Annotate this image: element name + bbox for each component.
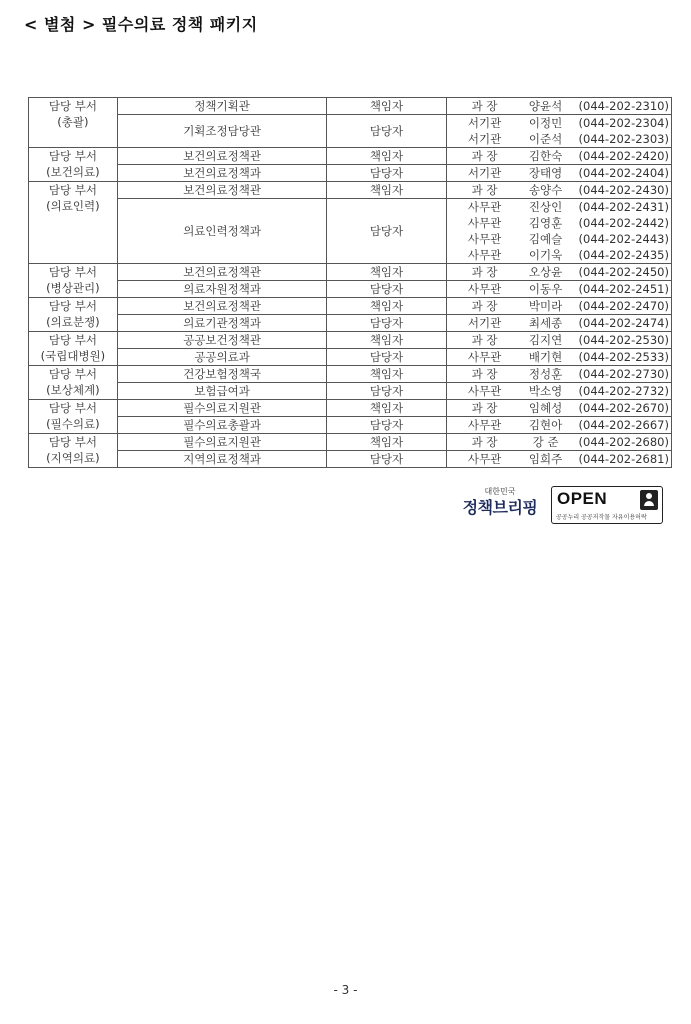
office-name: 보건의료정책과 xyxy=(183,166,261,180)
contact-line xyxy=(449,115,669,131)
office-name: 건강보험정책국 xyxy=(183,367,261,381)
contact-phone: (044-202-2435) xyxy=(578,248,669,262)
dept-cell xyxy=(29,182,118,264)
role-label: 책임자 xyxy=(369,183,404,197)
dept-label: 담당 부서 xyxy=(48,265,97,279)
contact-position: 사무관 xyxy=(467,350,502,364)
contact-line xyxy=(449,349,669,365)
role-label: 책임자 xyxy=(369,299,404,313)
contact-name: 오상윤 xyxy=(528,265,563,279)
contact-position: 과 장 xyxy=(471,299,498,313)
office-name: 정책기획관 xyxy=(194,99,250,113)
office-cell xyxy=(117,281,327,298)
contact-line xyxy=(449,434,669,450)
office-name: 필수의료지원관 xyxy=(183,401,261,415)
contact-cell xyxy=(446,383,671,400)
table-row xyxy=(29,366,672,383)
office-name: 의료인력정책과 xyxy=(183,224,261,238)
contact-cell xyxy=(446,451,671,468)
footer-logos xyxy=(455,486,667,526)
table-row xyxy=(29,199,672,264)
dept-cell xyxy=(29,332,118,366)
role-label: 담당자 xyxy=(369,384,404,398)
role-label: 책임자 xyxy=(369,265,404,279)
dept-cell xyxy=(29,148,118,182)
dept-label: (필수의료) xyxy=(46,417,100,431)
contact-phone: (044-202-2451) xyxy=(578,282,669,296)
contact-line xyxy=(449,215,669,231)
contact-line xyxy=(449,264,669,280)
contact-line xyxy=(449,165,669,181)
office-name: 필수의료지원관 xyxy=(183,435,261,449)
contact-name: 정성훈 xyxy=(528,367,563,381)
role-cell xyxy=(327,281,446,298)
office-name: 공공보건정책관 xyxy=(183,333,261,347)
contact-name: 진상인 xyxy=(528,200,563,214)
table-row xyxy=(29,400,672,417)
office-name: 보험급여과 xyxy=(194,384,250,398)
office-cell xyxy=(117,264,327,281)
table-row xyxy=(29,298,672,315)
table-row xyxy=(29,383,672,400)
table-row xyxy=(29,417,672,434)
table-row xyxy=(29,451,672,468)
contact-phone: (044-202-2680) xyxy=(578,435,669,449)
contact-position: 과 장 xyxy=(471,333,498,347)
contact-phone: (044-202-2404) xyxy=(578,166,669,180)
role-cell xyxy=(327,315,446,332)
contact-cell xyxy=(446,199,671,264)
office-cell xyxy=(117,417,327,434)
table-row xyxy=(29,434,672,451)
contact-phone: (044-202-2304) xyxy=(578,116,669,130)
dept-label: 담당 부서 xyxy=(48,149,97,163)
contact-name: 송양수 xyxy=(528,183,563,197)
contact-position: 사무관 xyxy=(467,418,502,432)
office-cell xyxy=(117,400,327,417)
contact-position: 과 장 xyxy=(471,99,498,113)
dept-label: 담당 부서 xyxy=(48,299,97,313)
table-row xyxy=(29,148,672,165)
contact-phone: (044-202-2303) xyxy=(578,132,669,146)
contact-name: 이기욱 xyxy=(528,248,563,262)
contact-position: 과 장 xyxy=(471,183,498,197)
dept-label: (의료분쟁) xyxy=(46,315,100,329)
policy-briefing-logo xyxy=(455,486,545,526)
contact-cell xyxy=(446,332,671,349)
contact-phone: (044-202-2667) xyxy=(578,418,669,432)
contact-name: 장태영 xyxy=(528,166,563,180)
office-name: 지역의료정책과 xyxy=(183,452,261,466)
contact-position: 사무관 xyxy=(467,232,502,246)
contact-phone: (044-202-2670) xyxy=(578,401,669,415)
contact-phone: (044-202-2450) xyxy=(578,265,669,279)
contact-position: 사무관 xyxy=(467,248,502,262)
contact-cell xyxy=(446,417,671,434)
contact-cell xyxy=(446,366,671,383)
contact-cell xyxy=(446,315,671,332)
contact-name: 양윤석 xyxy=(528,99,563,113)
contact-name: 강 준 xyxy=(532,435,559,449)
contact-position: 사무관 xyxy=(467,452,502,466)
role-cell xyxy=(327,400,446,417)
contact-name: 임혜성 xyxy=(528,401,563,415)
open-logo-subtext: 공공누리 공공저작물 자유이용허락 xyxy=(556,514,647,521)
contact-name: 김지연 xyxy=(528,333,563,347)
office-name: 공공의료과 xyxy=(194,350,250,364)
contact-line xyxy=(449,298,669,314)
person-icon xyxy=(640,490,658,510)
contact-cell xyxy=(446,434,671,451)
office-name: 보건의료정책관 xyxy=(183,183,261,197)
table-row xyxy=(29,264,672,281)
dept-label: (보상체계) xyxy=(46,383,100,397)
office-name: 기획조정담당관 xyxy=(183,124,261,138)
role-cell xyxy=(327,332,446,349)
contact-line xyxy=(449,182,669,198)
contact-line xyxy=(449,131,669,147)
contact-position: 과 장 xyxy=(471,435,498,449)
role-cell xyxy=(327,366,446,383)
contact-line xyxy=(449,231,669,247)
contact-line xyxy=(449,315,669,331)
contact-name: 박미라 xyxy=(528,299,563,313)
table-row xyxy=(29,332,672,349)
office-cell xyxy=(117,366,327,383)
dept-label: 담당 부서 xyxy=(48,333,97,347)
contact-cell xyxy=(446,400,671,417)
dept-label: 담당 부서 xyxy=(48,401,97,415)
contact-line xyxy=(449,417,669,433)
contact-cell xyxy=(446,148,671,165)
contact-name: 김영훈 xyxy=(528,216,563,230)
table-row xyxy=(29,115,672,148)
office-cell xyxy=(117,165,327,182)
contact-position: 사무관 xyxy=(467,384,502,398)
role-label: 담당자 xyxy=(369,166,404,180)
contact-name: 이준석 xyxy=(528,132,563,146)
contact-phone: (044-202-2442) xyxy=(578,216,669,230)
table-row xyxy=(29,349,672,366)
office-name: 보건의료정책관 xyxy=(183,265,261,279)
office-cell xyxy=(117,298,327,315)
office-cell xyxy=(117,199,327,264)
office-cell xyxy=(117,115,327,148)
role-cell xyxy=(327,148,446,165)
contact-position: 사무관 xyxy=(467,282,502,296)
role-cell xyxy=(327,298,446,315)
kogl-open-logo xyxy=(551,486,663,524)
table-row xyxy=(29,98,672,115)
contact-position: 과 장 xyxy=(471,401,498,415)
dept-cell xyxy=(29,366,118,400)
dept-label: (지역의료) xyxy=(46,451,100,465)
dept-label: (총괄) xyxy=(57,115,89,129)
role-cell xyxy=(327,349,446,366)
contact-position: 서기관 xyxy=(467,116,502,130)
contact-phone: (044-202-2443) xyxy=(578,232,669,246)
contact-line xyxy=(449,332,669,348)
contact-line xyxy=(449,281,669,297)
contact-cell xyxy=(446,182,671,199)
dept-label: 담당 부서 xyxy=(48,367,97,381)
dept-cell xyxy=(29,98,118,148)
role-cell xyxy=(327,115,446,148)
dept-label: (보건의료) xyxy=(46,165,100,179)
contact-line xyxy=(449,451,669,467)
office-name: 의료기관정책과 xyxy=(183,316,261,330)
table-row xyxy=(29,182,672,199)
contact-name: 박소영 xyxy=(528,384,563,398)
contact-phone: (044-202-2533) xyxy=(578,350,669,364)
contact-line xyxy=(449,366,669,382)
role-label: 담당자 xyxy=(369,282,404,296)
contact-name: 배기현 xyxy=(528,350,563,364)
role-cell xyxy=(327,417,446,434)
contact-cell xyxy=(446,165,671,182)
dept-cell xyxy=(29,298,118,332)
office-cell xyxy=(117,383,327,400)
role-cell xyxy=(327,264,446,281)
contact-name: 이정민 xyxy=(528,116,563,130)
briefing-logo-text: 정책브리핑 xyxy=(462,498,538,517)
table-row xyxy=(29,165,672,182)
role-label: 책임자 xyxy=(369,333,404,347)
open-logo-word: OPEN xyxy=(557,489,608,508)
dept-cell xyxy=(29,434,118,468)
role-label: 담당자 xyxy=(369,350,404,364)
table-row xyxy=(29,281,672,298)
dept-cell xyxy=(29,400,118,434)
table-row xyxy=(29,315,672,332)
contact-phone: (044-202-2681) xyxy=(578,452,669,466)
contact-name: 김한숙 xyxy=(528,149,563,163)
contact-position: 서기관 xyxy=(467,316,502,330)
contact-position: 사무관 xyxy=(467,200,502,214)
contact-cell xyxy=(446,98,671,115)
dept-label: (국립대병원) xyxy=(40,349,106,363)
dept-cell xyxy=(29,264,118,298)
contact-name: 김예슬 xyxy=(528,232,563,246)
role-label: 담당자 xyxy=(369,418,404,432)
contact-phone: (044-202-2470) xyxy=(578,299,669,313)
contact-phone: (044-202-2530) xyxy=(578,333,669,347)
role-label: 책임자 xyxy=(369,401,404,415)
role-cell xyxy=(327,182,446,199)
dept-label: 담당 부서 xyxy=(48,99,97,113)
role-cell xyxy=(327,434,446,451)
contact-position: 사무관 xyxy=(467,216,502,230)
office-name: 필수의료총괄과 xyxy=(183,418,261,432)
contact-line xyxy=(449,400,669,416)
role-label: 책임자 xyxy=(369,367,404,381)
contact-cell xyxy=(446,281,671,298)
dept-label: (의료인력) xyxy=(46,199,100,213)
contacts-table xyxy=(28,97,672,468)
contact-line xyxy=(449,148,669,164)
role-label: 책임자 xyxy=(369,435,404,449)
contact-name: 김현아 xyxy=(528,418,563,432)
contact-position: 과 장 xyxy=(471,265,498,279)
contact-phone: (044-202-2430) xyxy=(578,183,669,197)
contact-phone: (044-202-2730) xyxy=(578,367,669,381)
office-name: 보건의료정책관 xyxy=(183,299,261,313)
briefing-logo-small-text: 대한민국 xyxy=(484,487,516,496)
role-cell xyxy=(327,451,446,468)
role-label: 책임자 xyxy=(369,99,404,113)
office-name: 의료자원정책과 xyxy=(183,282,261,296)
office-cell xyxy=(117,349,327,366)
office-cell xyxy=(117,332,327,349)
contact-cell xyxy=(446,264,671,281)
contact-name: 임희주 xyxy=(528,452,563,466)
role-label: 담당자 xyxy=(369,224,404,238)
contact-cell xyxy=(446,349,671,366)
contact-phone: (044-202-2431) xyxy=(578,200,669,214)
contact-line xyxy=(449,199,669,215)
office-cell xyxy=(117,148,327,165)
office-cell xyxy=(117,434,327,451)
dept-label: 담당 부서 xyxy=(48,435,97,449)
contact-name: 최세종 xyxy=(528,316,563,330)
contact-line xyxy=(449,383,669,399)
office-name: 보건의료정책관 xyxy=(183,149,261,163)
contact-phone: (044-202-2420) xyxy=(578,149,669,163)
office-cell xyxy=(117,98,327,115)
role-cell xyxy=(327,165,446,182)
role-label: 담당자 xyxy=(369,124,404,138)
contact-line xyxy=(449,98,669,114)
role-cell xyxy=(327,383,446,400)
contact-name: 이동우 xyxy=(528,282,563,296)
contact-position: 과 장 xyxy=(471,367,498,381)
dept-label: (병상관리) xyxy=(46,281,100,295)
office-cell xyxy=(117,315,327,332)
contact-phone: (044-202-2732) xyxy=(578,384,669,398)
role-cell xyxy=(327,199,446,264)
contact-cell xyxy=(446,115,671,148)
role-cell xyxy=(327,98,446,115)
dept-label: 담당 부서 xyxy=(48,183,97,197)
contact-cell xyxy=(446,298,671,315)
role-label: 담당자 xyxy=(369,316,404,330)
contact-phone: (044-202-2474) xyxy=(578,316,669,330)
role-label: 책임자 xyxy=(369,149,404,163)
page-title: < 별첨 > 필수의료 정책 패키지 xyxy=(24,15,258,34)
contact-position: 과 장 xyxy=(471,149,498,163)
contact-line xyxy=(449,247,669,263)
contact-position: 서기관 xyxy=(467,132,502,146)
contact-position: 서기관 xyxy=(467,166,502,180)
office-cell xyxy=(117,182,327,199)
role-label: 담당자 xyxy=(369,452,404,466)
page-number: - 3 - xyxy=(333,983,358,997)
office-cell xyxy=(117,451,327,468)
contact-phone: (044-202-2310) xyxy=(578,99,669,113)
